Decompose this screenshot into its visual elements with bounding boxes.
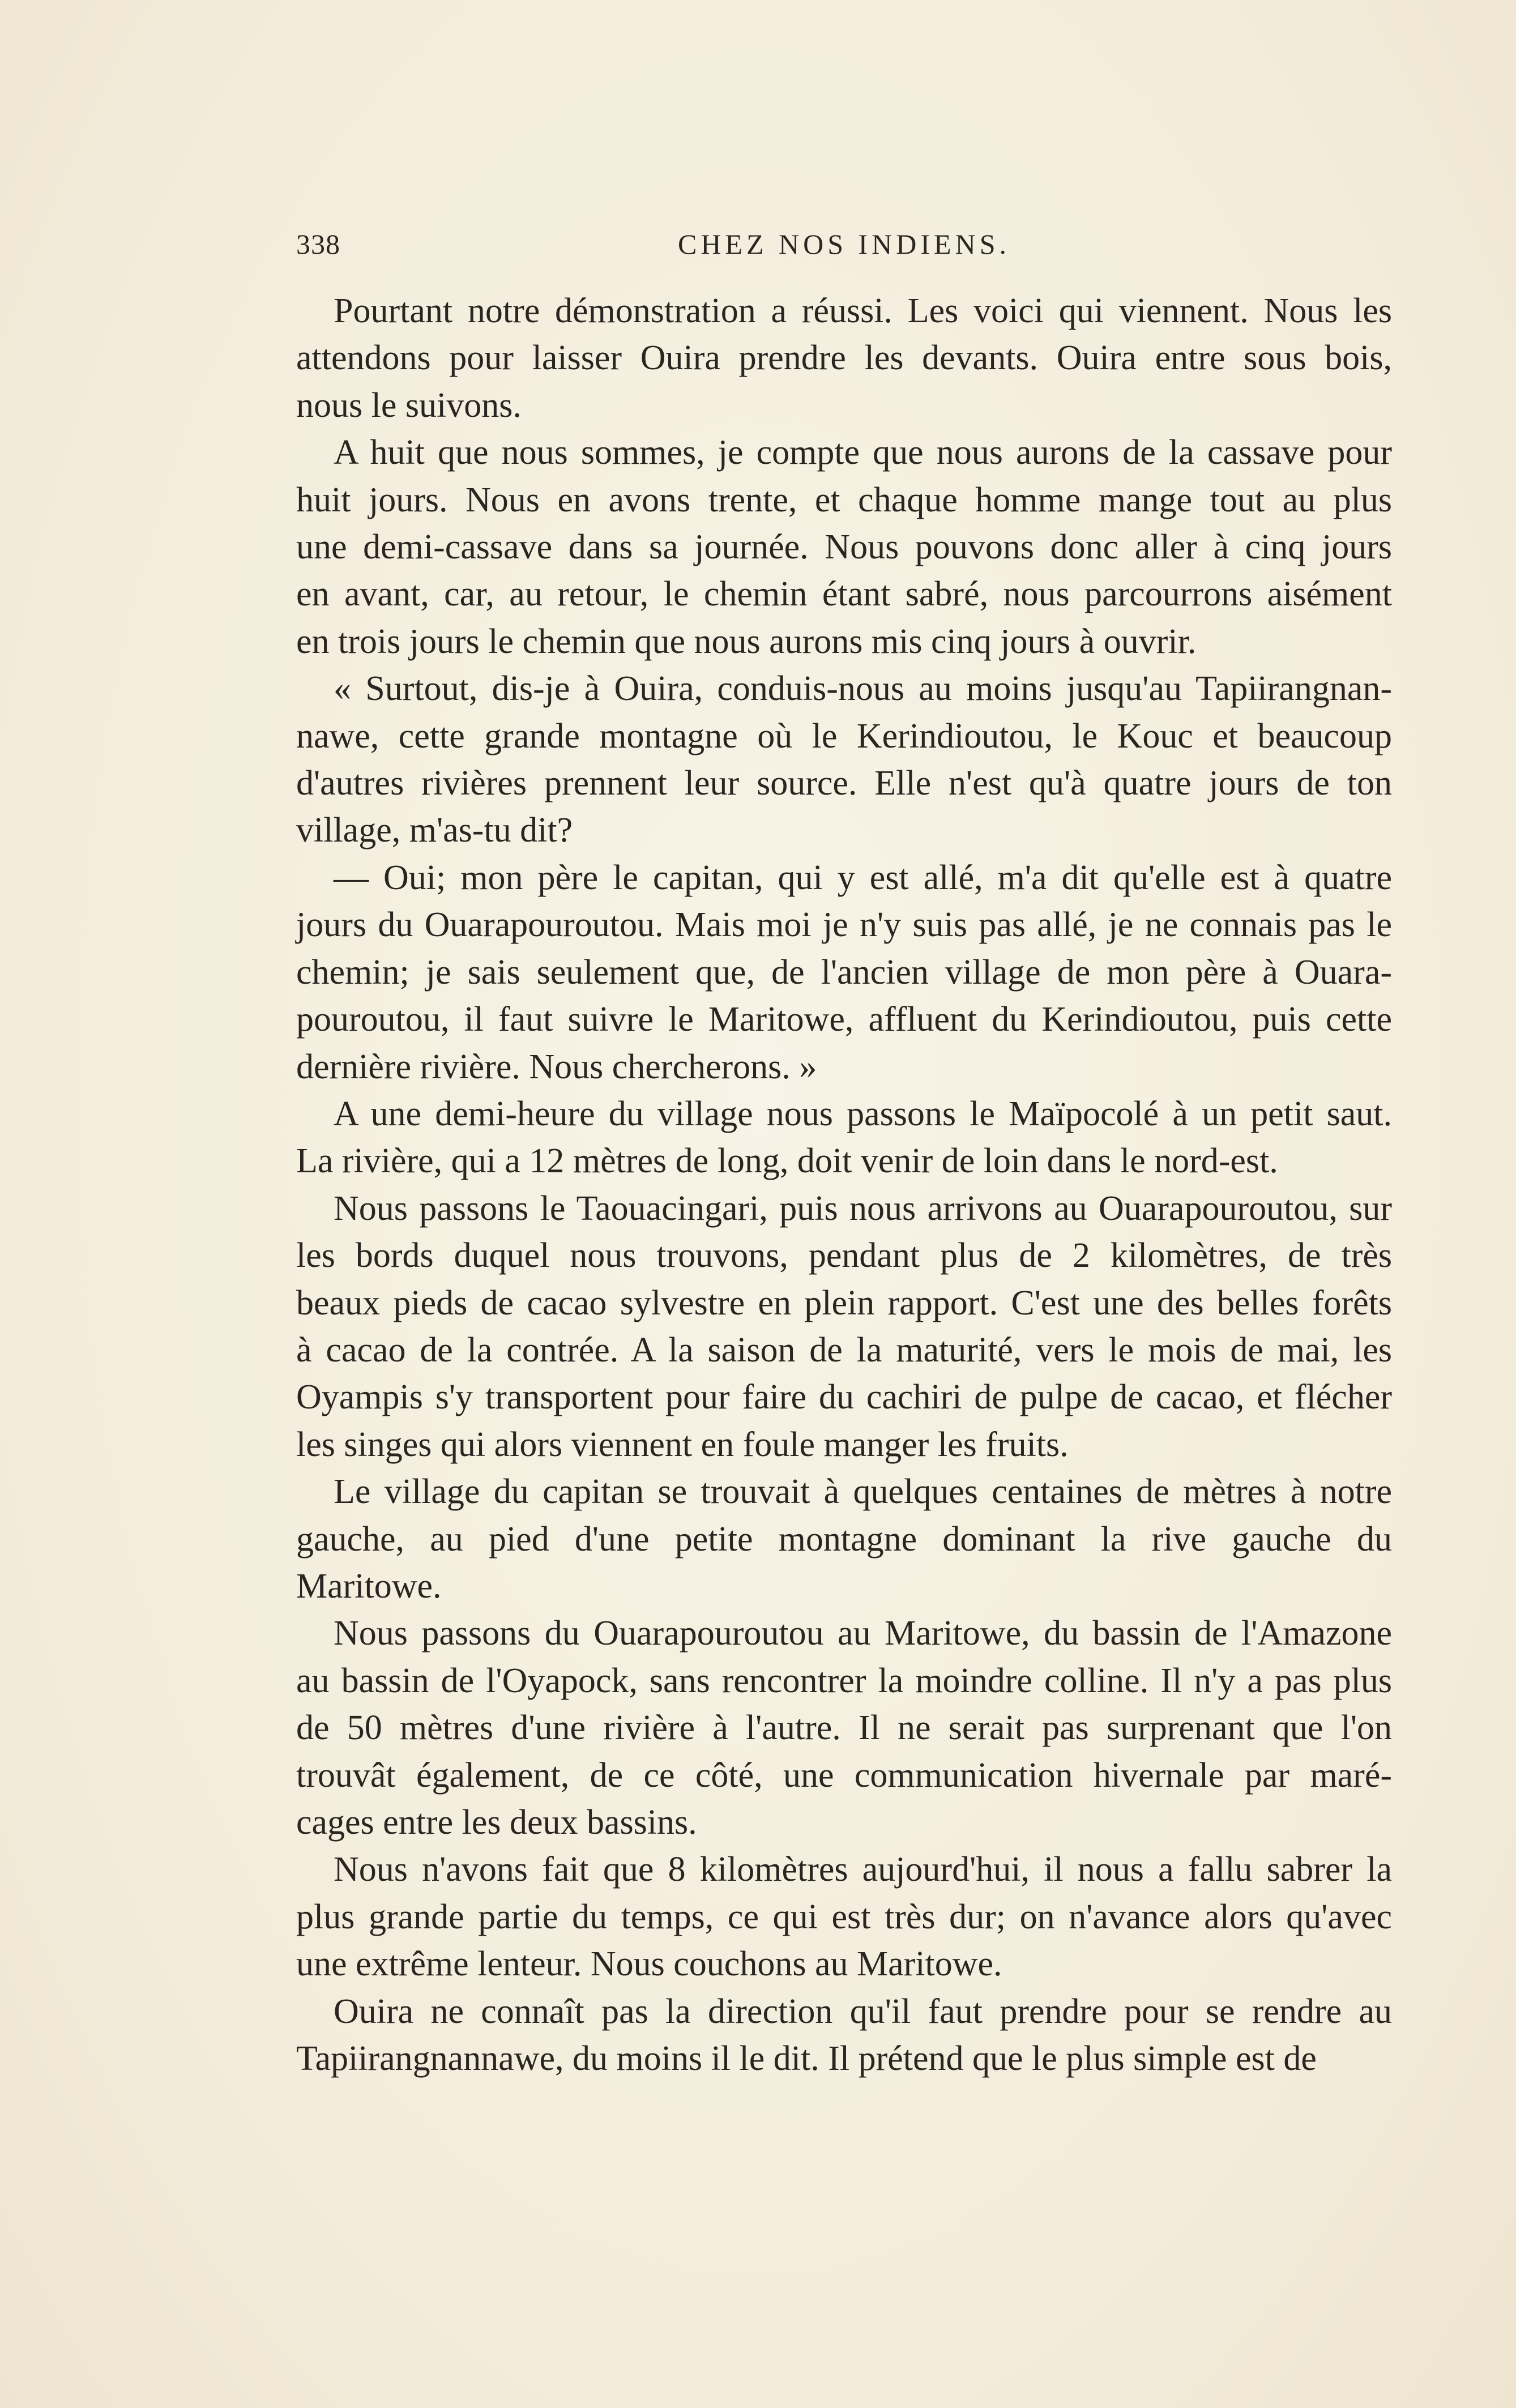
paragraph [296,1185,1392,1468]
text-line: A huit que nous sommes, je compte que nous aurons de la cassave pour [334,433,1392,472]
text-line: Nous passons du Ouarapouroutou au Maritowe, du bassin de l'Amazone [334,1614,1392,1653]
paragraph [296,1468,1392,1610]
text-line: trouvât également, de ce côté, une communication hivernale par maré- [296,1756,1392,1795]
paragraph [296,1988,1392,2083]
text-line: plus grande partie du temps, ce qui est très dur; on n'avance alors qu'avec [296,1897,1392,1936]
text-line: « Surtout, dis-je à Ouira, conduis-nous au moins jusqu'au Tapiirangnan- [334,669,1392,708]
text-line: les bords duquel nous trouvons, pendant plus de 2 kilomètres, de très [296,1236,1392,1275]
text-line: Nous n'avons fait que 8 kilomètres aujourd'hui, il nous a fallu sabrer la [334,1850,1392,1889]
text-line: Le village du capitan se trouvait à quelques centaines de mètres à notre [334,1472,1392,1512]
text-line: en trois jours le chemin que nous aurons mis cinq jours à ouvrir. [296,622,1197,661]
paragraph [296,429,1392,665]
text-line: Oyampis s'y transportent pour faire du cachiri de pulpe de cacao, et flécher [296,1378,1392,1417]
text-line: Pourtant notre démonstration a réussi. Les voici qui viennent. Nous les [334,292,1392,330]
paragraph [296,665,1392,855]
text-line: La rivière, qui a 12 mètres de long, doit venir de loin dans le nord-est. [296,1142,1278,1181]
text-line: une extrême lenteur. Nous couchons au Maritowe. [296,1945,1002,1984]
page-number: 338 [296,228,340,260]
text-line: en avant, car, au retour, le chemin étant sabré, nous parcourrons aisément [296,575,1392,614]
running-title: CHEZ NOS INDIENS. [677,228,1011,260]
text-line: gauche, au pied d'une petite montagne dominant la rive gauche du [296,1519,1392,1559]
text-line: Ouira ne connaît pas la direction qu'il faut prendre pour se rendre au [334,1992,1392,2031]
paragraph [296,1091,1392,1185]
text-line: au bassin de l'Oyapock, sans rencontrer la moindre colline. Il n'y a pas plus [296,1661,1392,1700]
text-line: d'autres rivières prennent leur source. Elle n'est qu'à quatre jours de ton [296,764,1392,803]
text-line: huit jours. Nous en avons trente, et chaque homme mange tout au plus [296,480,1392,519]
text-line: les singes qui alors viennent en foule manger les fruits. [296,1425,1069,1464]
text-line: A une demi-heure du village nous passons le Maïpocolé à un petit saut. [334,1094,1392,1133]
text-line: dernière rivière. Nous chercherons. » [296,1047,817,1086]
text-line: Maritowe. [296,1566,442,1606]
text-line: de 50 mètres d'une rivière à l'autre. Il ne serait pas surprenant que l'on [296,1709,1392,1748]
text-line: une demi-cassave dans sa journée. Nous pouvons donc aller à cinq jours [296,528,1392,567]
text-line: Nous passons le Taouacingari, puis nous arrivons au Ouarapouroutou, sur [334,1189,1392,1228]
page-header [296,228,1392,273]
text-line: chemin; je sais seulement que, de l'ancien village de mon père à Ouara- [296,953,1392,992]
paragraph [296,1610,1392,1846]
paragraph [296,1846,1392,1988]
text-line: — Oui; mon père le capitan, qui y est allé, m'a dit qu'elle est à quatre [334,858,1392,897]
paragraph [296,288,1392,429]
text-line: beaux pieds de cacao sylvestre en plein rapport. C'est une des belles forêts [296,1283,1392,1322]
paragraph [296,855,1392,1091]
text-line: nawe, cette grande montagne où le Kerindioutou, le Kouc et beaucoup [296,716,1392,755]
text-line: village, m'as-tu dit? [296,811,573,850]
text-line: Tapiirangnannawe, du moins il le dit. Il prétend que le plus simple est de [296,2039,1317,2078]
text-line: cages entre les deux bassins. [296,1803,697,1842]
text-line: attendons pour laisser Ouira prendre les devants. Ouira entre sous bois, [296,339,1392,378]
text-line: à cacao de la contrée. A la saison de la maturité, vers le mois de mai, les [296,1330,1392,1369]
text-line: pouroutou, il faut suivre le Maritowe, affluent du Kerindioutou, puis cette [296,1000,1392,1039]
text-line: nous le suivons. [296,386,522,425]
body-text [296,288,1392,2082]
text-line: jours du Ouarapouroutou. Mais moi je n'y suis pas allé, je ne connais pas le [296,906,1392,945]
